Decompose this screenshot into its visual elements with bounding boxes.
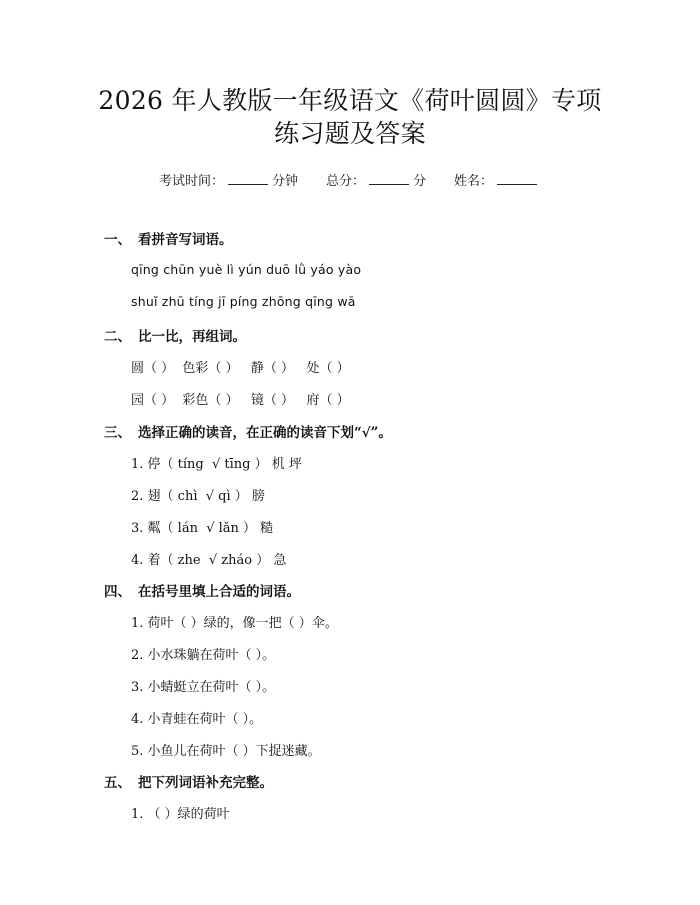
question-line: 4. 着（ zhe √ zháo ） 急 [131,553,287,568]
title-line-1: 2026 年人教版一年级语文《荷叶圆圆》专项 [98,86,602,115]
section-2-heading [104,325,246,345]
section-title: 看拼音写词语。 [138,232,233,248]
question-line: 3. 粼（ lán √ lǎn ） 糙 [131,521,274,536]
score-label: 总分： [325,174,365,189]
time-unit: 分钟 [271,174,298,189]
time-blank [228,172,268,185]
section-number: 二、 [104,329,131,345]
section-title: 把下列词语补充完整。 [138,775,273,791]
question-line: 1. 停（ tíng √ tīng ） 机 坪 [131,457,302,472]
section-number: 四、 [104,584,131,600]
section-number: 一、 [104,232,131,248]
name-blank [497,172,537,185]
section-3-heading [104,421,392,441]
question-line: 2. 小水珠躺在荷叶（ ）。 [131,648,276,663]
section-5-heading [104,771,273,791]
time-label: 考试时间： [158,174,224,189]
section-number: 五、 [104,775,131,791]
section-1-heading [104,228,233,248]
pinyin-line: qīng chūn yuè lì yún duō lǜ yáo yào [131,262,362,277]
question-line: 1. 荷叶（ ）绿的，像一把（ ）伞。 [131,616,338,631]
question-line: 圆（ ） 色彩（ ） 静（ ） 处（ ） [131,361,350,376]
name-label: 姓名： [454,174,494,189]
section-title: 选择正确的读音，在正确的读音下划“√”。 [138,425,392,441]
score-unit: 分 [413,174,427,189]
question-line: 5. 小鱼儿在荷叶（ ）下捉迷藏。 [131,744,321,759]
section-4-heading [104,580,300,600]
section-title: 在括号里填上合适的词语。 [138,584,300,600]
title-line-2: 练习题及答案 [274,119,426,148]
question-line: 1. （ ）绿的荷叶 [131,807,230,822]
section-number: 三、 [104,425,131,441]
score-blank [369,172,409,185]
pinyin-line: shuǐ zhū tíng jī píng zhōng qīng wā [131,294,356,309]
section-title: 比一比，再组词。 [138,329,246,345]
question-line: 园（ ） 彩色（ ） 镜（ ） 府（ ） [131,393,350,408]
question-line: 3. 小蜻蜓立在荷叶（ ）。 [131,680,276,695]
question-line: 4. 小青蛙在荷叶（ ）。 [131,712,263,727]
exam-meta [0,170,700,189]
question-line: 2. 翅（ chì √ qì ） 膀 [131,489,265,504]
